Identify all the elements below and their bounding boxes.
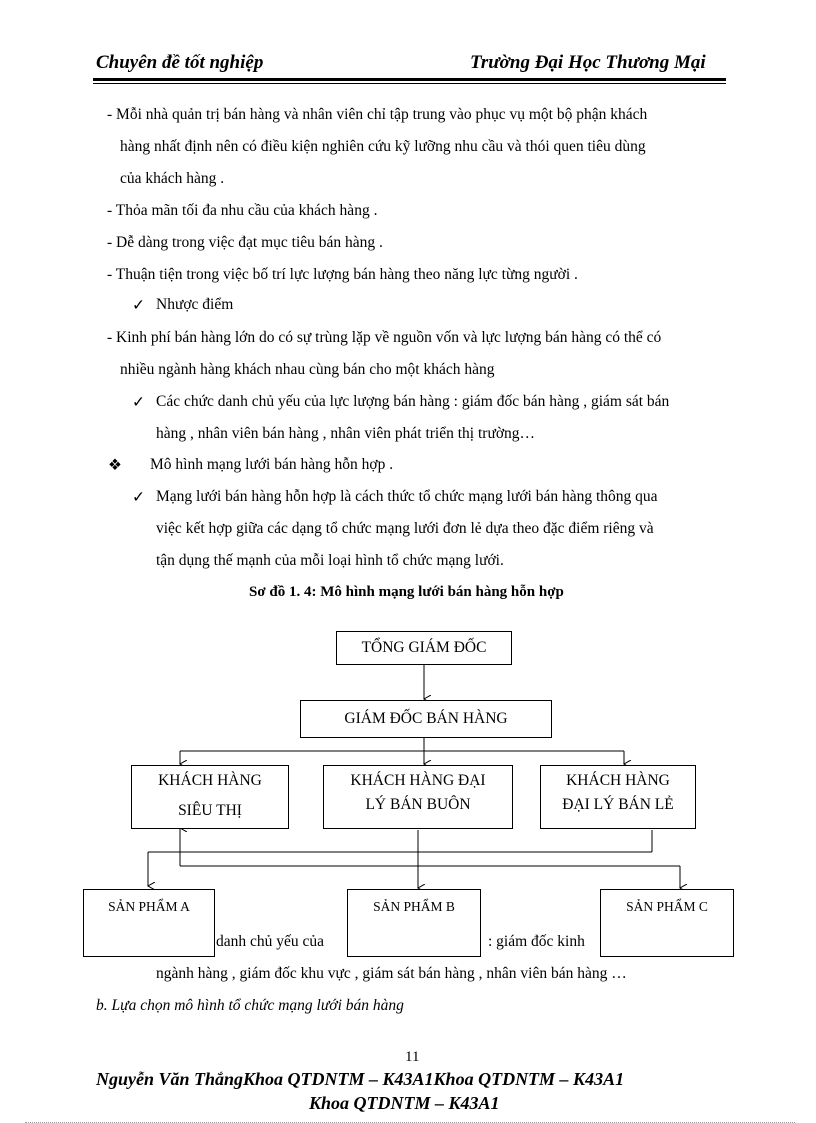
body-line: hàng , nhân viên bán hàng , nhân viên phát triển thị trường…: [156, 425, 536, 442]
body-line: - Mỗi nhà quản trị bán hàng và nhân viên chỉ tập trung vào phục vụ một bộ phận khách: [107, 106, 648, 123]
body-line: Mạng lưới bán hàng hỗn hợp là cách thức tổ chức mạng lưới bán hàng thông qua: [156, 488, 658, 505]
body-line: - Dễ dàng trong việc đạt mục tiêu bán hàng .: [107, 234, 383, 251]
customer-label-line1: KHÁCH HÀNG: [158, 772, 262, 789]
header-right-title: Trường Đại Học Thương Mại: [470, 52, 706, 73]
body-line: - Kinh phí bán hàng lớn do có sự trùng lặp về nguồn vốn và lực lượng bán hàng có thể có: [107, 329, 662, 346]
sales-director-label: GIÁM ĐỐC BÁN HÀNG: [344, 710, 508, 727]
body-line: hàng nhất định nên có điều kiện nghiên cứu kỹ lưỡng nhu cầu và thói quen tiêu dùng: [120, 138, 646, 155]
header-left-title: Chuyên đề tốt nghiệp: [96, 52, 264, 73]
customer-box-supermarket: [131, 765, 289, 829]
ceo-box: [336, 631, 512, 665]
body-line: Các chức danh chủ yếu của lực lượng bán hàng : giám đốc bán hàng , giám sát bán: [156, 393, 670, 410]
customer-label-line2: SIÊU THỊ: [178, 802, 242, 819]
customer-box-wholesale: [323, 765, 513, 829]
customer-box-retail: [540, 765, 696, 829]
body-line: - Thỏa mãn tối đa nhu cầu của khách hàng .: [107, 202, 378, 219]
product-label: SẢN PHẨM C: [626, 899, 708, 914]
body-line: Nhược điểm: [156, 296, 234, 313]
body-line: ngành hàng , giám đốc khu vực , giám sát bán hàng , nhân viên bán hàng …: [156, 965, 627, 982]
partial-text-segment: danh chủ yếu của: [216, 933, 325, 950]
figure-caption: Sơ đồ 1. 4: Mô hình mạng lưới bán hàng hỗn hợp: [249, 584, 564, 600]
body-line: nhiều ngành hàng khách nhau cùng bán cho một khách hàng: [120, 361, 495, 378]
partial-text-segment: : giám đốc kinh: [488, 933, 585, 950]
section-heading: b. Lựa chọn mô hình tổ chức mạng lưới bán hàng: [96, 997, 404, 1014]
product-box-c: [600, 889, 734, 957]
product-box-b: [347, 889, 481, 957]
body-line: tận dụng thế mạnh của mỗi loại hình tổ chức mạng lưới.: [156, 552, 504, 569]
customer-label-line2: ĐẠI LÝ BÁN LẺ: [562, 796, 674, 813]
checkmark-icon: ✓: [132, 394, 145, 411]
product-box-a: [83, 889, 215, 957]
ceo-label: TỔNG GIÁM ĐỐC: [361, 639, 487, 656]
body-line: của khách hàng .: [120, 170, 225, 187]
product-label: SẢN PHẨM A: [108, 899, 190, 914]
product-label: SẢN PHẨM B: [373, 899, 455, 914]
checkmark-icon: ✓: [132, 297, 145, 314]
body-line: việc kết hợp giữa các dạng tổ chức mạng lưới đơn lẻ dựa theo đặc điểm riêng và: [156, 520, 654, 537]
customer-label-line2: LÝ BÁN BUÔN: [365, 796, 471, 813]
page-number: 11: [405, 1049, 420, 1065]
customer-label-line1: KHÁCH HÀNG: [566, 772, 670, 789]
body-line: - Thuận tiện trong việc bố trí lực lượng bán hàng theo năng lực từng người .: [107, 266, 578, 283]
body-line: Mô hình mạng lưới bán hàng hỗn hợp .: [150, 456, 394, 473]
diamond-bullet-icon: ❖: [108, 457, 122, 474]
footer-line2: Khoa QTDNTM – K43A1: [309, 1093, 500, 1113]
footer-line1: Nguyễn Văn ThắngKhoa QTDNTM – K43A1Khoa QTDNTM – K43A1: [96, 1069, 625, 1089]
customer-label-line1: KHÁCH HÀNG ĐẠI: [350, 772, 486, 789]
sales-director-box: [300, 700, 552, 738]
checkmark-icon: ✓: [132, 489, 145, 506]
